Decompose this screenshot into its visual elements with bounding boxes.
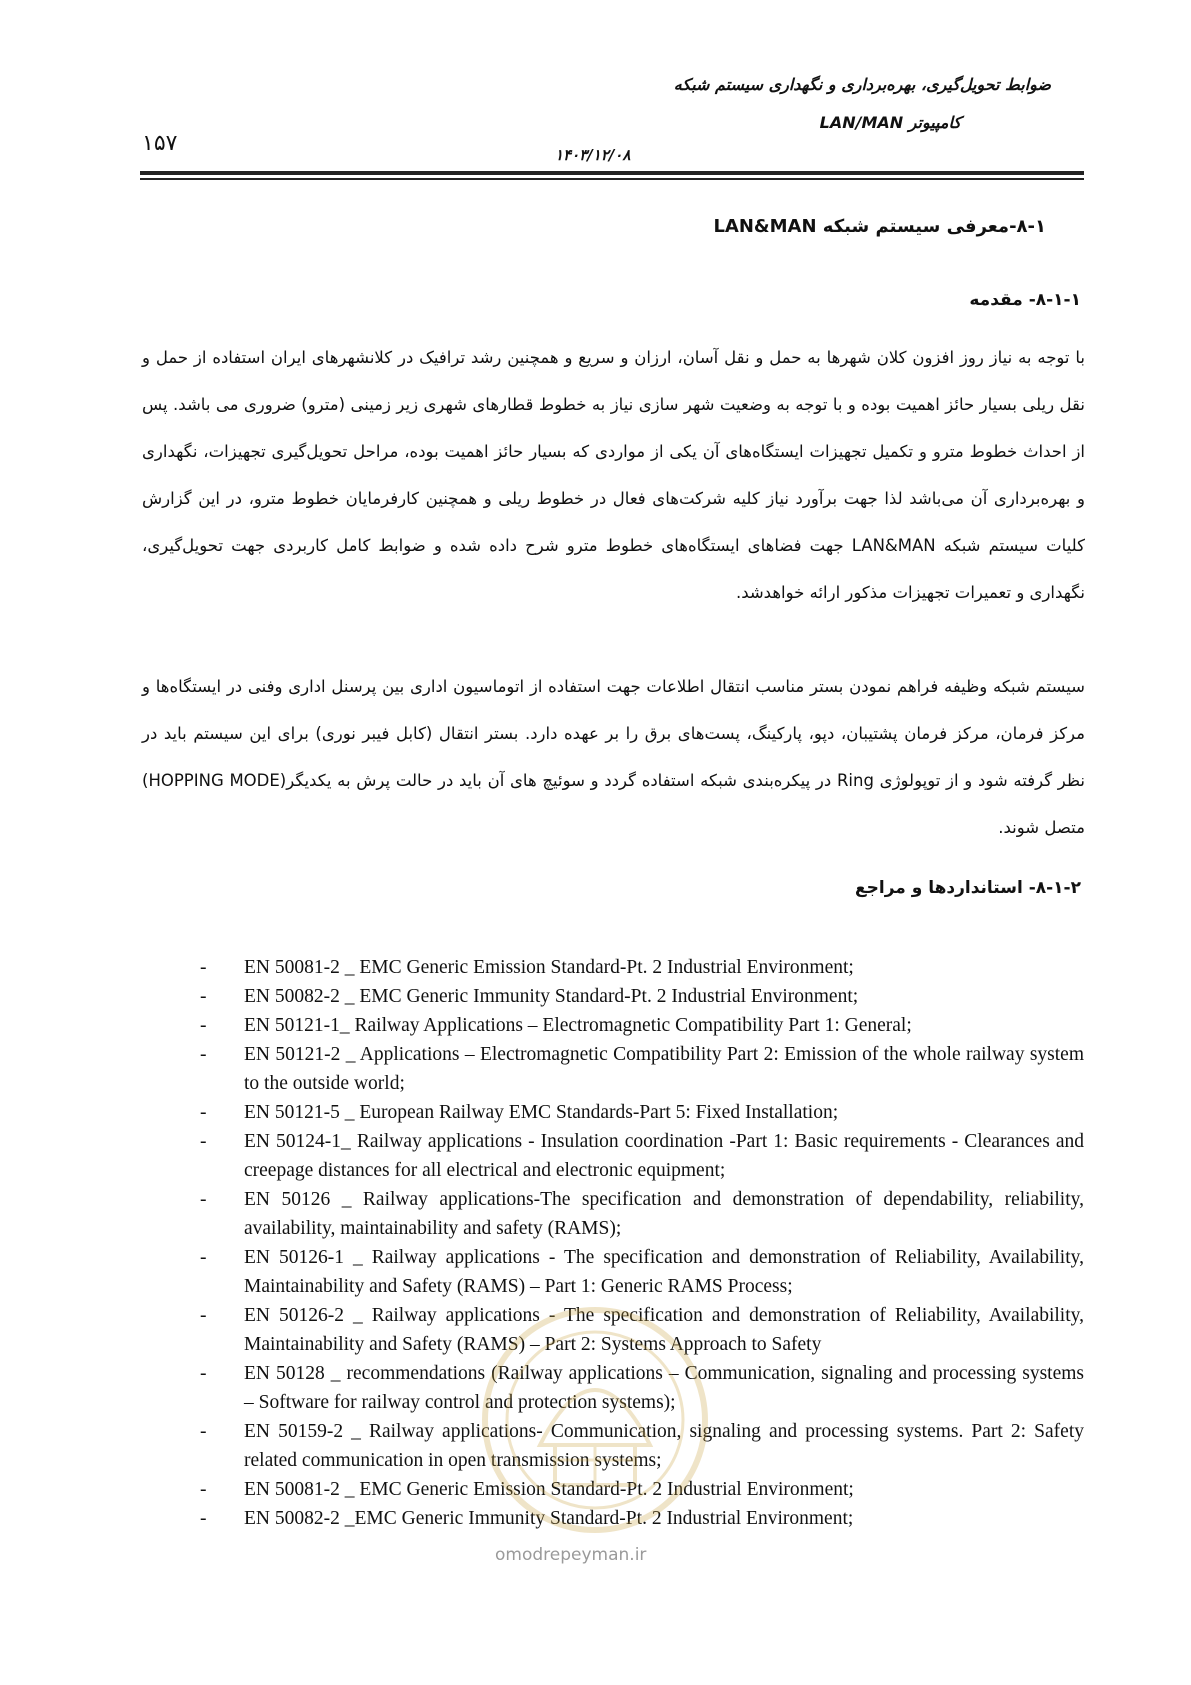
reference-item	[200, 982, 1084, 1011]
reference-text: EN 50082-2 _EMC Generic Immunity Standard-Pt. 2 Industrial Environment;	[244, 1508, 854, 1529]
watermark-seal-icon	[470, 1295, 720, 1555]
reference-item	[200, 953, 1084, 982]
reference-text: EN 50159-2 _ Railway applications- Communication, signaling and processing systems. Part 2: Safety related communication in open transmission systems;	[244, 1421, 1084, 1471]
reference-text: EN 50121-1_ Railway Applications – Electromagnetic Compatibility Part 1: General;	[244, 1015, 912, 1036]
list-dash: -	[200, 1421, 207, 1442]
page-number: ۱۵۷	[142, 131, 178, 156]
standards-heading: ۸-۱-۲- استانداردها و مراجع	[855, 878, 1081, 898]
reference-text: EN 50081-2 _ EMC Generic Emission Standard-Pt. 2 Industrial Environment;	[244, 1479, 854, 1500]
list-dash: -	[200, 1247, 207, 1268]
list-dash: -	[200, 1189, 207, 1210]
reference-text: EN 50126 _ Railway applications-The specification and demonstration of dependability, reliability, availability, maintainability and safety (RAMS);	[244, 1189, 1084, 1239]
intro-paragraph: با توجه به نیاز روز افزون کلان شهرها به حمل و نقل آسان، ارزان و سریع و همچنین رشد ترافیک در کلانشهرهای ایران استفاده از حمل و نقل ریلی بسیار حائز اهمیت بوده و با توجه به وضعیت شهر سازی نیاز به خطوط قطارهای شهری زیر زمینی (مترو) ضروری می باشد. پس از احداث خطوط مترو و تکمیل تجهیزات ایستگاه‌های آن یکی از مواردی که بسیار حائز اهمیت بوده، مراحل تحویل‌گیری تجهیزات، نگهداری و بهره‌برداری آن می‌باشد لذا جهت برآورد نیاز کلیه شرکت‌های فعال در خطوط ریلی و همچنین کارفرمایان خطوط مترو، در این گزارش کلیات سیستم شبکه LAN&MAN جهت فضاهای ایستگاه‌های خطوط مترو شرح داده شده و ضوابط کامل کاربردی جهت تحویل‌گیری، نگهداری و تعمیرات تجهیزات مذکور ارائه خواهدشد.	[142, 348, 1085, 602]
intro-heading: ۸-۱-۱- مقدمه	[969, 290, 1081, 310]
reference-text: EN 50082-2 _ EMC Generic Immunity Standard-Pt. 2 Industrial Environment;	[244, 986, 859, 1007]
reference-item	[200, 1098, 1084, 1127]
list-dash: -	[200, 1102, 207, 1123]
list-dash: -	[200, 1131, 207, 1152]
reference-text: EN 50126-2 _ Railway applications - The specification and demonstration of Reliability, Availability, Maintainability and Safety (RAMS) – Part 2: Systems Approach to Safety	[244, 1305, 1084, 1355]
reference-item	[200, 1040, 1084, 1098]
list-dash: -	[200, 986, 207, 1007]
reference-text: EN 50128 _ recommendations (Railway applications – Communication, signaling and processing systems – Software for railway control and protection systems);	[244, 1363, 1084, 1413]
reference-text: EN 50126-1 _ Railway applications - The specification and demonstration of Reliability, Availability, Maintainability and Safety (RAMS) – Part 1: Generic RAMS Process;	[244, 1247, 1084, 1297]
intro-paragraph-2: سیستم شبکه وظیفه فراهم نمودن بستر مناسب انتقال اطلاعات جهت استفاده از اتوماسیون اداری بین پرسنل اداری وفنی در ایستگاه‌ها و مرکز فرمان، مرکز فرمان پشتیبان، دپو، پارکینگ، پست‌های برق را بر عهده دارد. بستر انتقال (کابل فیبر نوری) برای این سیستم باید در نظر گرفته شود و از توپولوژی Ring در پیکره‌بندی شبکه استفاده گردد و سوئیچ های آن باید در حالت پرش به یکدیگر(HOPPING MODE) متصل شوند.	[142, 677, 1085, 837]
reference-item	[200, 1243, 1084, 1301]
list-dash: -	[200, 957, 207, 978]
reference-text: EN 50081-2 _ EMC Generic Emission Standard-Pt. 2 Industrial Environment;	[244, 957, 854, 978]
header-subtitle: کامپیوتر LAN/MAN	[819, 113, 961, 132]
list-dash: -	[200, 1363, 207, 1384]
list-dash: -	[200, 1305, 207, 1326]
reference-text: EN 50121-5 _ European Railway EMC Standards-Part 5: Fixed Installation;	[244, 1102, 839, 1123]
reference-text: EN 50121-2 _ Applications – Electromagnetic Compatibility Part 2: Emission of the whole railway system to the outside world;	[244, 1044, 1084, 1094]
reference-item	[200, 1011, 1084, 1040]
section-heading: ۸-۱-معرفی سیستم شبکه LAN&MAN	[713, 216, 1046, 237]
reference-text: EN 50124-1_ Railway applications - Insulation coordination -Part 1: Basic requirements - Clearances and creepage distances for all electrical and electronic equipment;	[244, 1131, 1084, 1181]
list-dash: -	[200, 1508, 207, 1529]
list-dash: -	[200, 1044, 207, 1065]
watermark-text: omodrepeyman.ir	[495, 1545, 647, 1565]
reference-item	[200, 1185, 1084, 1243]
list-dash: -	[200, 1015, 207, 1036]
reference-item	[200, 1127, 1084, 1185]
header-rule-thick	[140, 171, 1084, 175]
header-date: ۱۴۰۳/۱۲/۰۸	[555, 146, 631, 164]
header-title: ضوابط تحویل‌گیری، بهره‌برداری و نگهداری سیستم شبکه	[673, 75, 1051, 94]
header-rule-thin	[140, 178, 1084, 180]
list-dash: -	[200, 1479, 207, 1500]
